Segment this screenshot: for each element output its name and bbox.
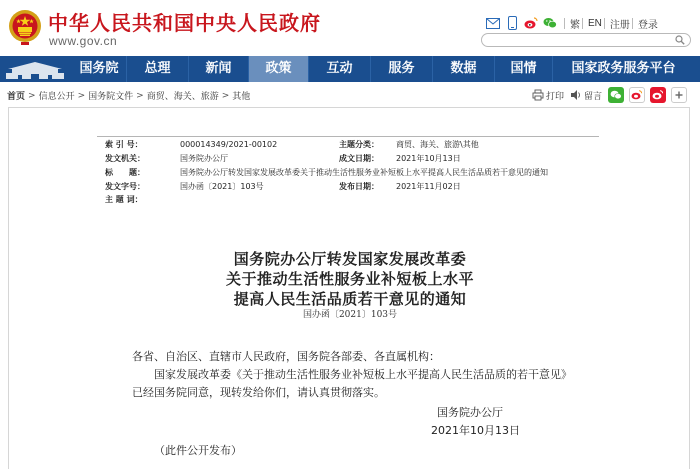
search-box (481, 33, 691, 47)
site-header (0, 0, 700, 56)
breadcrumb (7, 89, 250, 102)
tiananmen-banner-icon (0, 56, 70, 82)
nav-item-national-conditions[interactable]: 国情 (494, 56, 552, 82)
meta-label: 成文日期： (339, 154, 379, 163)
breadcrumb-state-council-docs[interactable]: 国务院文件 (88, 92, 134, 102)
divider (564, 18, 565, 29)
breadcrumb-separator: > (77, 90, 86, 101)
register-link[interactable]: 注册 (609, 19, 630, 31)
top-links (486, 15, 658, 31)
english-link[interactable]: EN (588, 17, 602, 29)
nav-items (72, 56, 694, 82)
search-input[interactable] (490, 34, 670, 46)
mobile-icon[interactable] (505, 16, 519, 30)
meta-value-created: 2021年10月13日 (396, 154, 461, 163)
site-title[interactable]: 中华人民共和国中央人民政府 (48, 11, 321, 35)
meta-label: 标 题： (105, 168, 145, 177)
page-tools (532, 87, 692, 103)
meta-row-issuer (97, 152, 599, 166)
print-label: 打印 (546, 91, 565, 102)
weibo-share-icon[interactable] (629, 87, 645, 103)
weibo-icon[interactable] (524, 16, 538, 30)
nav-item-premier[interactable]: 总理 (126, 56, 188, 82)
breadcrumb-trade-customs-tourism[interactable]: 商贸、海关、旅游 (146, 92, 219, 102)
breadcrumb-info-disclosure[interactable]: 信息公开 (38, 92, 75, 102)
meta-value-issuer: 国务院办公厅 (180, 154, 228, 163)
document-paragraph-line: 国家发展改革委《关于推动生活性服务业补短板上水平提高人民生活品质的若干意见》 (154, 368, 572, 381)
traditional-chinese-link[interactable]: 繁 (570, 19, 580, 31)
document-salutation: 各省、自治区、直辖市人民政府，国务院各部委、各直属机构： (132, 350, 440, 363)
breadcrumb-home[interactable]: 首页 (7, 92, 26, 102)
weibo-follow-icon[interactable] (650, 87, 666, 103)
speaker-icon (570, 89, 582, 101)
nav-item-state-council[interactable]: 国务院 (79, 61, 119, 76)
more-share-icon[interactable] (671, 87, 687, 103)
meta-value-category: 商贸、海关、旅游\其他 (396, 140, 479, 149)
meta-value-title: 国务院办公厅转发国家发展改革委关于推动生活性服务业补短板上水平提高人民生活品质若干意见的通知 (180, 168, 548, 177)
meta-label: 索 引 号： (105, 140, 143, 149)
breadcrumb-other[interactable]: 其他 (232, 92, 251, 102)
mail-icon[interactable] (486, 16, 500, 30)
document-note: （此件公开发布） (154, 444, 242, 457)
document-meta-table (97, 136, 599, 206)
nav-item-service[interactable]: 服务 (370, 56, 432, 82)
document-paragraph-line: 已经国务院同意，现转发给你们，请认真贯彻落实。 (132, 386, 385, 399)
main-nav (0, 56, 700, 82)
print-icon (532, 89, 544, 101)
meta-row-title (97, 166, 599, 180)
meta-value-index: 000014349/2021-00102 (180, 140, 278, 149)
meta-row-index (97, 138, 599, 152)
meta-label: 发布日期： (339, 182, 379, 191)
meta-row-docnum (97, 180, 599, 194)
document-number: 国办函〔2021〕103号 (302, 310, 398, 320)
meta-row-keywords (97, 193, 599, 207)
message-label: 留言 (584, 91, 603, 102)
nav-item-interaction[interactable]: 互动 (308, 56, 370, 82)
nav-item-policy[interactable]: 政策 (248, 56, 308, 82)
breadcrumb-separator: > (221, 90, 230, 101)
meta-label: 发文机关： (105, 154, 145, 163)
document-title-line: 关于推动生活性服务业补短板上水平 (225, 270, 474, 288)
message-button[interactable] (570, 89, 602, 102)
document-title-line: 国务院办公厅转发国家发展改革委 (233, 250, 467, 268)
search-icon[interactable] (675, 35, 685, 45)
document-signature: 国务院办公厅 (437, 406, 503, 419)
document-date: 2021年10月13日 (431, 424, 520, 437)
meta-label: 主 题 词： (105, 195, 143, 204)
nav-item-data[interactable]: 数据 (432, 56, 494, 82)
national-emblem-icon[interactable] (8, 8, 42, 46)
login-link[interactable]: 登录 (637, 19, 658, 31)
print-button[interactable] (532, 89, 564, 102)
wechat-icon[interactable] (543, 16, 557, 30)
nav-item-gov-service-platform[interactable]: 国家政务服务平台 (552, 56, 694, 82)
divider (632, 18, 633, 29)
meta-label: 发文字号： (105, 182, 145, 191)
divider (604, 18, 605, 29)
wechat-share-icon[interactable] (608, 87, 624, 103)
meta-label: 主题分类： (339, 140, 379, 149)
breadcrumb-separator: > (136, 90, 144, 101)
breadcrumb-row (0, 86, 700, 104)
site-url: www.gov.cn (49, 34, 118, 48)
document-title-line: 提高人民生活品质若干意见的通知 (233, 290, 467, 308)
meta-value-docnum: 国办函〔2021〕103号 (180, 182, 264, 191)
meta-value-published: 2021年11月02日 (396, 182, 461, 191)
breadcrumb-separator: > (28, 90, 36, 101)
divider (582, 18, 583, 29)
nav-item-news[interactable]: 新闻 (188, 56, 248, 82)
